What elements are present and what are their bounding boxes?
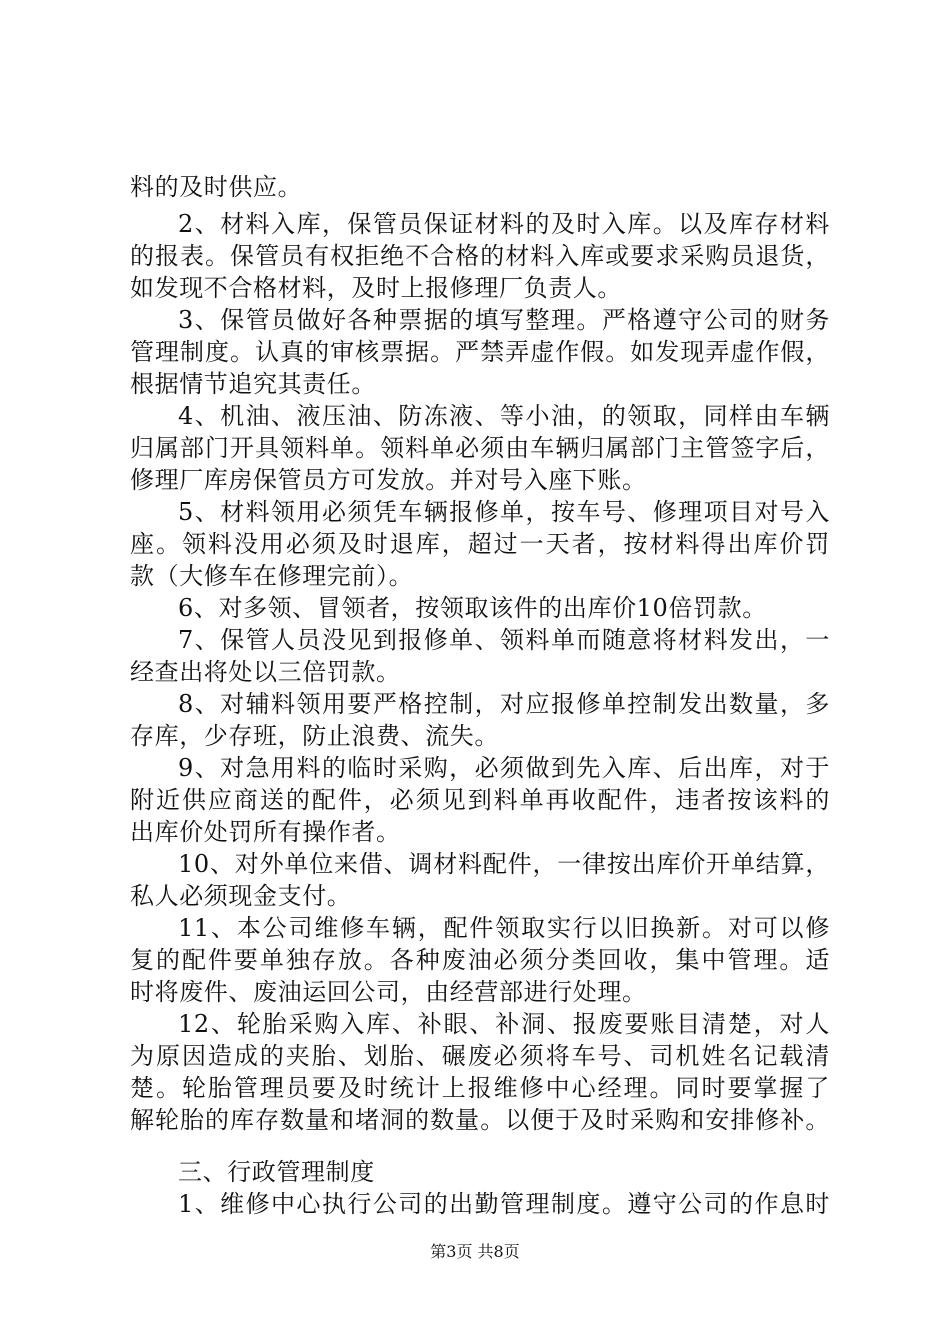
paragraph-line: 时将废件、废油运回公司，由经营部进行处理。	[130, 978, 647, 1006]
paragraph-line: 料的及时供应。	[130, 173, 303, 201]
paragraph-line: 根据情节追究其责任。	[130, 370, 376, 398]
section-heading: 三、行政管理制度	[178, 1158, 375, 1186]
paragraph-line: 12、轮胎采购入库、补眼、补洞、报废要账目清楚，对人	[178, 1010, 830, 1038]
paragraph-line: 6、对多领、冒领者，按领取该件的出库价10倍罚款。	[178, 594, 767, 622]
paragraph-line: 楚。轮胎管理员要及时统计上报维修中心经理。同时要掌握了	[130, 1074, 830, 1102]
paragraph-line: 9、对急用料的临时采购，必须做到先入库、后出库，对于	[178, 754, 830, 782]
paragraph-line: 款（大修车在修理完前）。	[130, 562, 414, 590]
paragraph-line: 修理厂库房保管员方可发放。并对号入座下账。	[130, 466, 647, 494]
paragraph-line: 复的配件要单独存放。各种废油必须分类回收，集中管理。适	[130, 946, 830, 974]
paragraph-line: 为原因造成的夹胎、划胎、碾废必须将车号、司机姓名记载清	[130, 1042, 830, 1070]
paragraph-line: 归属部门开具领料单。领料单必须由车辆归属部门主管签字后，	[130, 434, 830, 462]
paragraph-line: 座。领料没用必须及时退库，超过一天者，按材料得出库价罚	[130, 530, 830, 558]
paragraph-line: 10、对外单位来借、调材料配件，一律按出库价开单结算，	[178, 850, 830, 878]
paragraph-line: 的报表。保管员有权拒绝不合格的材料入库或要求采购员退货，	[130, 242, 830, 270]
paragraph-line: 3、保管员做好各种票据的填写整理。严格遵守公司的财务	[178, 306, 830, 334]
paragraph-line: 1、维修中心执行公司的出勤管理制度。遵守公司的作息时	[178, 1190, 830, 1218]
paragraph-line: 2、材料入库，保管员保证材料的及时入库。以及库存材料	[178, 210, 830, 238]
paragraph-line: 11、本公司维修车辆，配件领取实行以旧换新。对可以修	[178, 914, 830, 942]
paragraph-line: 私人必须现金支付。	[130, 882, 352, 910]
paragraph-line: 解轮胎的库存数量和堵洞的数量。以便于及时采购和安排修补。	[130, 1106, 830, 1134]
paragraph-line: 如发现不合格材料，及时上报修理厂负责人。	[130, 274, 622, 302]
paragraph-line: 8、对辅料领用要严格控制，对应报修单控制发出数量，多	[178, 690, 830, 718]
paragraph-line: 5、材料领用必须凭车辆报修单，按车号、修理项目对号入	[178, 498, 830, 526]
paragraph-line: 管理制度。认真的审核票据。严禁弄虚作假。如发现弄虚作假，	[130, 338, 830, 366]
paragraph-line: 存库，少存班，防止浪费、流失。	[130, 722, 499, 750]
paragraph-line: 出库价处罚所有操作者。	[130, 818, 401, 846]
paragraph-line: 经查出将处以三倍罚款。	[130, 658, 401, 686]
paragraph-line: 附近供应商送的配件，必须见到料单再收配件，违者按该料的	[130, 786, 830, 814]
paragraph-line: 7、保管人员没见到报修单、领料单而随意将材料发出，一	[178, 626, 830, 654]
paragraph-line: 4、机油、液压油、防冻液、等小油，的领取，同样由车辆	[178, 402, 830, 430]
page-number-footer: 第3页 共8页	[430, 1242, 520, 1261]
